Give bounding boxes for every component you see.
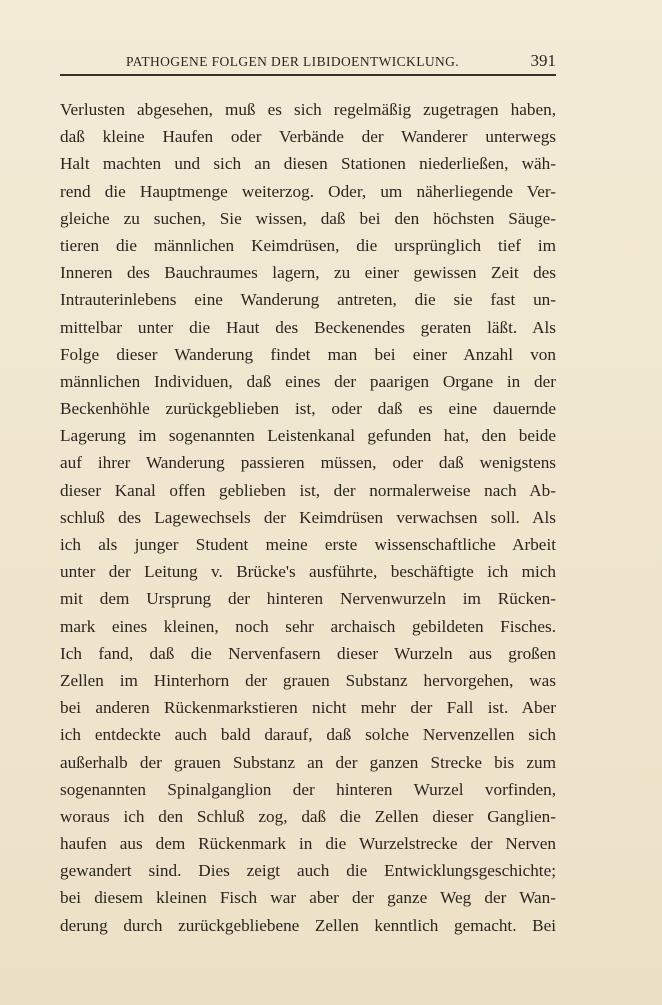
- text-line: rend die Hauptmenge weiterzog. Oder, um näherliegende Ver-: [60, 181, 556, 201]
- text-line: Folge dieser Wanderung findet man bei einer Anzahl von: [60, 344, 556, 364]
- text-line: sogenannten Spinalganglion der hinteren Wurzel vorfinden,: [60, 779, 556, 799]
- page-number: 391: [530, 51, 556, 70]
- text-line: Zellen im Hinterhorn der grauen Substanz hervorgehen, was: [60, 670, 556, 690]
- text-line: ich entdeckte auch bald darauf, daß solche Nervenzellen sich: [60, 725, 556, 745]
- header-rule: [60, 74, 556, 76]
- text-line: daß kleine Haufen oder Verbände der Wanderer unterwegs: [60, 127, 556, 147]
- text-line: Inneren des Bauchraumes lagern, zu einer gewissen Zeit des: [60, 263, 556, 283]
- text-line: ich als junger Student meine erste wissenschaftliche Arbeit: [60, 535, 556, 554]
- text-line: derung durch zurückgebliebene Zellen kenntlich gemacht. Bei: [60, 915, 556, 935]
- text-line: haufen aus dem Rückenmark in die Wurzelstrecke der Nerven: [60, 834, 556, 854]
- text-line: woraus ich den Schluß zog, daß die Zellen dieser Ganglien-: [60, 806, 556, 826]
- text-line: tieren die männlichen Keimdrüsen, die ursprünglich tief im: [60, 235, 556, 255]
- text-line: Halt machten und sich an diesen Stationen niederließen, wäh-: [60, 154, 556, 174]
- text-line: schluß des Lagewechsels der Keimdrüsen verwachsen soll. Als: [60, 507, 556, 527]
- text-line: männlichen Individuen, daß eines der paarigen Organe in der: [60, 371, 556, 391]
- body-text: [60, 96, 556, 939]
- text-line: dieser Kanal offen geblieben ist, der normalerweise nach Ab-: [60, 480, 556, 500]
- text-line: Beckenhöhle zurückgeblieben ist, oder daß es eine dauernde: [60, 399, 556, 419]
- text-line: mark eines kleinen, noch sehr archaisch gebildeten Fisches.: [60, 616, 556, 636]
- text-line: bei diesem kleinen Fisch war aber der ganze Weg der Wan-: [60, 888, 556, 908]
- text-line: mittelbar unter die Haut des Beckenendes geraten läßt. Als: [60, 317, 556, 337]
- text-line: Verlusten abgesehen, muß es sich regelmäßig zugetragen haben,: [60, 100, 556, 119]
- text-line: Lagerung im sogenannten Leistenkanal gefunden hat, den beide: [60, 426, 556, 446]
- text-line: Intrauterinlebens eine Wanderung antreten, die sie fast un-: [60, 290, 556, 310]
- page-header: [60, 48, 556, 72]
- text-line: mit dem Ursprung der hinteren Nervenwurzeln im Rücken-: [60, 589, 556, 609]
- text-line: außerhalb der grauen Substanz an der ganzen Strecke bis zum: [60, 752, 556, 772]
- running-title: PATHOGENE FOLGEN DER LIBIDOENTWICKLUNG.: [126, 54, 460, 69]
- text-line: auf ihrer Wanderung passieren müssen, oder daß wenigstens: [60, 453, 556, 473]
- text-line: bei anderen Rückenmarkstieren nicht mehr der Fall ist. Aber: [60, 698, 556, 718]
- text-line: gleiche zu suchen, Sie wissen, daß bei den höchsten Säuge-: [60, 208, 556, 228]
- text-line: Ich fand, daß die Nervenfasern dieser Wurzeln aus großen: [60, 643, 556, 663]
- text-line: gewandert sind. Dies zeigt auch die Entwicklungsgeschichte;: [60, 861, 556, 881]
- text-line: unter der Leitung v. Brücke's ausführte, beschäftigte ich mich: [60, 562, 556, 582]
